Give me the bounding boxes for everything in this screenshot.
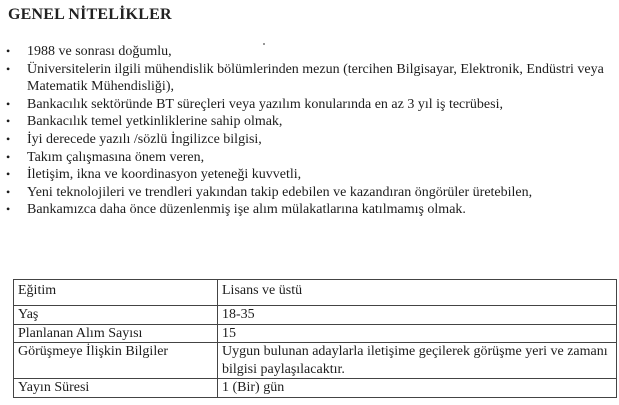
requirements-list: [0, 43, 619, 219]
table-row: [14, 306, 617, 325]
requirement-text: İyi derecede yazılı /sözlü İngilizce bilgisi,: [27, 131, 262, 147]
bullet-icon: •: [6, 131, 11, 146]
requirement-item: [0, 149, 619, 167]
section-heading: GENEL NİTELİKLER: [8, 6, 172, 23]
requirement-text: Bankamızca daha önce düzenlenmiş işe alım mülakatlarına katılmamış olmak.: [27, 202, 466, 218]
table-row: [14, 379, 617, 398]
bullet-icon: •: [6, 184, 11, 199]
requirement-text: 1988 ve sonrası doğumlu,: [27, 44, 172, 59]
bullet-icon: •: [6, 61, 11, 76]
bullet-icon: •: [6, 202, 11, 217]
requirement-item: [0, 113, 619, 131]
table-value-cell: Uygun bulunan adaylarla iletişime geçilerek görüşme yeri ve zamanı bilgisi paylaşılacaktır.: [218, 343, 617, 379]
table-label-cell: Görüşmeye İlişkin Bilgiler: [14, 343, 218, 379]
table-row: [14, 324, 617, 343]
bullet-icon: •: [6, 114, 11, 129]
bullet-icon: •: [6, 44, 11, 58]
table-value-cell: 1 (Bir) gün: [218, 379, 617, 398]
table-label-cell: Eğitim: [14, 280, 218, 306]
bullet-icon: •: [6, 149, 11, 164]
requirement-item: [0, 201, 619, 219]
requirement-item: [0, 166, 619, 184]
requirement-text: Üniversitelerin ilgili mühendislik bölümlerinden mezun (tercihen Bilgisayar, Elektronik, Endüstri veya Matematik Mühendisliği),: [27, 61, 604, 95]
requirement-text: Bankacılık sektöründe BT süreçleri veya yazılım konularında en az 3 yıl iş tecrübesi,: [27, 96, 503, 112]
table-row: [14, 280, 617, 306]
table-value-cell: 15: [218, 324, 617, 343]
table-label-cell: Yayın Süresi: [14, 379, 218, 398]
bullet-icon: •: [6, 167, 11, 182]
requirement-item: [0, 96, 619, 114]
requirement-item: [0, 184, 619, 202]
info-table: [13, 279, 617, 398]
table-value-cell: 18-35: [218, 306, 617, 325]
requirement-text: Bankacılık temel yetkinliklerine sahip olmak,: [27, 114, 283, 130]
requirement-item: [0, 43, 619, 61]
requirement-item: [0, 131, 619, 149]
table-label-cell: Planlanan Alım Sayısı: [14, 324, 218, 343]
requirement-text: İletişim, ikna ve koordinasyon yeteneği kuvvetli,: [27, 167, 302, 183]
requirement-item: [0, 61, 619, 96]
requirement-text: Yeni teknolojileri ve trendleri yakından takip edebilen ve kazandıran öngörüler üretebilen,: [27, 184, 533, 200]
requirement-text: Takım çalışmasına önem veren,: [27, 149, 205, 165]
table-label-cell: Yaş: [14, 306, 218, 325]
table-value-cell: Lisans ve üstü: [218, 280, 617, 306]
table-row: [14, 343, 617, 379]
bullet-icon: •: [6, 96, 11, 111]
